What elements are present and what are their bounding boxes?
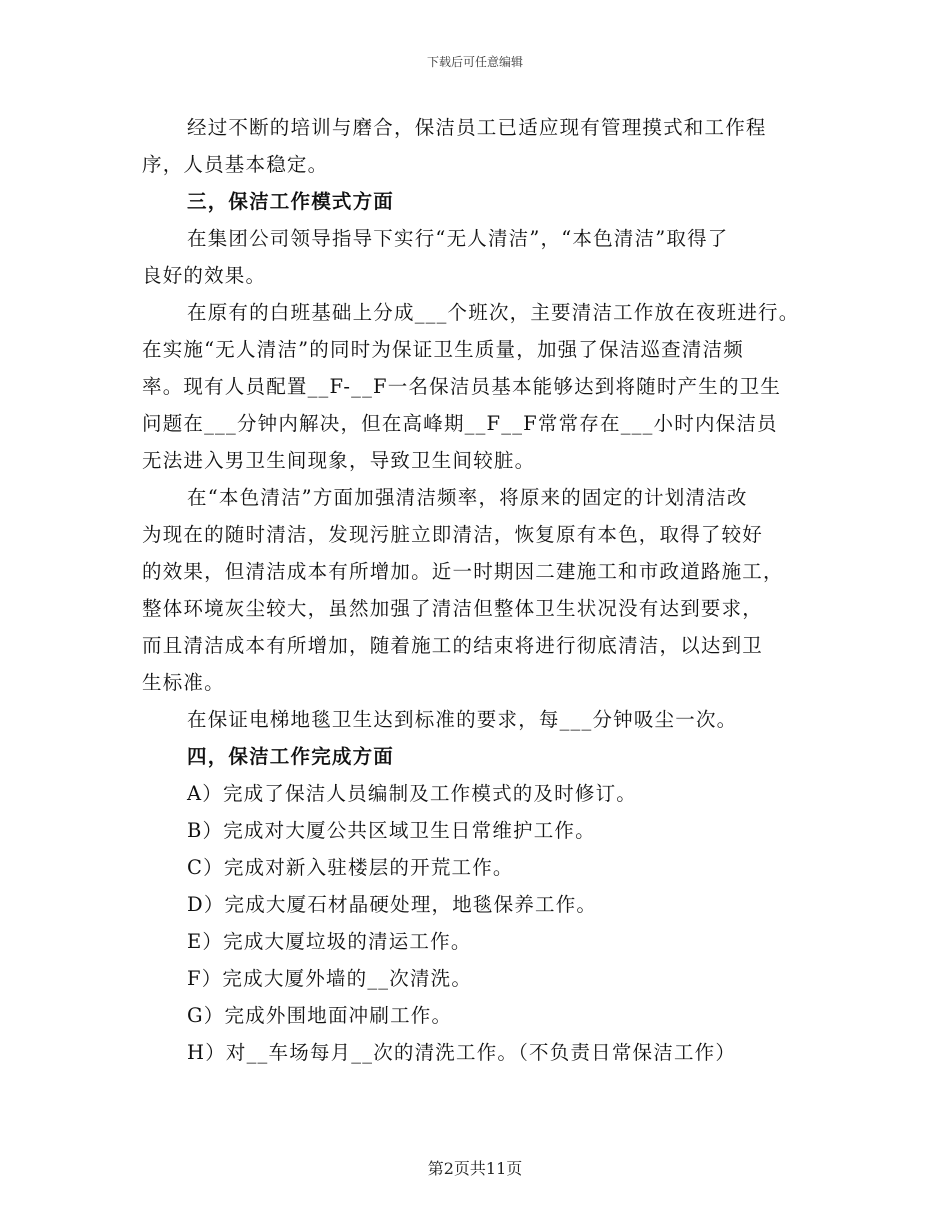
- paragraph-line: 在保证电梯地毯卫生达到标准的要求，每___分钟吸尘一次。: [187, 708, 738, 731]
- section-heading-3: 三，保洁工作模式方面: [187, 190, 395, 213]
- paragraph-line: 率。现有人员配置__F-__F一名保洁员基本能够达到将随时产生的卫生: [142, 375, 782, 398]
- paragraph-line: 为现在的随时清洁，发现污脏立即清洁，恢复原有本色，取得了较好: [142, 523, 764, 546]
- paragraph-line: 而且清洁成本有所增加，随着施工的结束将进行彻底清洁，以达到卫: [142, 634, 764, 657]
- paragraph-line: 在原有的白班基础上分成___个班次，主要清洁工作放在夜班进行。: [187, 301, 800, 324]
- list-item: E）完成大厦垃圾的清运工作。: [187, 930, 472, 953]
- page-header: 下载后可任意编辑: [426, 55, 523, 69]
- paragraph-line: 生标准。: [142, 671, 225, 694]
- paragraph-line: 序，人员基本稳定。: [142, 153, 329, 176]
- paragraph-line: 在实施“无人清洁”的同时为保证卫生质量，加强了保洁巡查清洁频: [142, 338, 744, 361]
- paragraph-line: 经过不断的培训与磨合，保洁员工已适应现有管理摸式和工作程: [187, 116, 767, 139]
- paragraph-line: 整体环境灰尘较大，虽然加强了清洁但整体卫生状况没有达到要求，: [142, 597, 764, 620]
- list-item: A）完成了保洁人员编制及工作模式的及时修订。: [187, 782, 637, 805]
- list-item: G）完成外围地面冲刷工作。: [187, 1004, 453, 1027]
- paragraph-line: 的效果，但清洁成本有所增加。近一时期因二建施工和市政道路施工，: [142, 560, 784, 583]
- list-item: D）完成大厦石材晶硬处理，地毯保养工作。: [187, 893, 598, 916]
- paragraph-line: 在集团公司领导指导下实行“无人清洁”，“本色清洁”取得了: [187, 227, 729, 250]
- paragraph-line: 良好的效果。: [142, 264, 267, 287]
- list-item: C）完成对新入驻楼层的开荒工作。: [187, 856, 514, 879]
- section-heading-4: 四，保洁工作完成方面: [187, 745, 395, 768]
- paragraph-line: 无法进入男卫生间现象，导致卫生间较脏。: [142, 449, 536, 472]
- paragraph-line: 在“本色清洁”方面加强清洁频率，将原来的固定的计划清洁改: [187, 486, 748, 509]
- page-number: 第2页共11页: [427, 1159, 523, 1178]
- list-item: F）完成大厦外墙的__次清洗。: [187, 967, 473, 990]
- paragraph-line: 问题在___分钟内解决，但在高峰期__F__F常常存在___小时内保洁员: [142, 412, 778, 435]
- list-item: H）对__车场每月__次的清洗工作。（不负责日常保洁工作）: [187, 1041, 737, 1064]
- list-item: B）完成对大厦公共区域卫生日常维护工作。: [187, 819, 596, 842]
